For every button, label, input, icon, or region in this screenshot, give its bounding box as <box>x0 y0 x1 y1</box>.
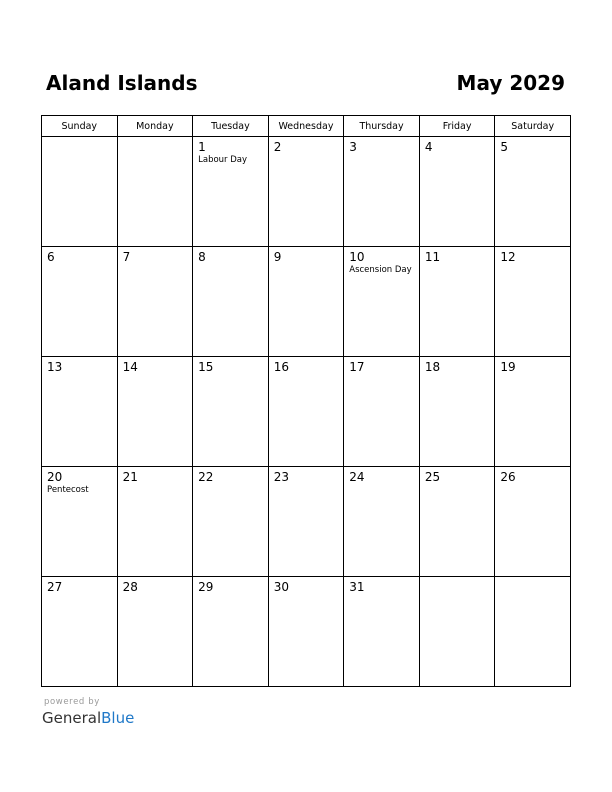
day-number: 25 <box>424 470 441 484</box>
day-number: 20 <box>47 470 63 484</box>
day-number: 10 <box>349 250 365 264</box>
day-number: 16 <box>273 360 289 374</box>
week-row <box>42 467 571 577</box>
day-cell <box>344 577 420 687</box>
weekday-header-row <box>42 116 571 137</box>
day-number: 23 <box>273 470 289 484</box>
day-number: 7 <box>122 250 131 264</box>
day-number: 1 <box>198 140 206 154</box>
day-cell <box>419 137 495 247</box>
day-cell <box>495 357 571 467</box>
holiday-label: Ascension Day <box>349 265 412 275</box>
weekday-header-sunday: Sunday <box>42 116 118 137</box>
day-cell <box>117 247 193 357</box>
day-number: 12 <box>500 250 516 264</box>
week-row <box>42 357 571 467</box>
day-number: 15 <box>198 360 214 374</box>
day-cell <box>117 577 193 687</box>
day-cell <box>419 467 495 577</box>
day-cell <box>193 467 269 577</box>
day-cell <box>344 137 420 247</box>
day-number: 30 <box>273 580 289 594</box>
day-cell <box>344 467 420 577</box>
day-cell <box>193 137 269 247</box>
day-number: 11 <box>424 250 441 264</box>
weekday-header-tuesday: Tuesday <box>193 116 269 137</box>
day-cell <box>193 577 269 687</box>
day-cell <box>268 577 344 687</box>
region-title: Aland Islands <box>46 71 198 95</box>
powered-by-text: powered by <box>44 697 100 707</box>
day-cell <box>42 357 118 467</box>
day-cell <box>419 357 495 467</box>
day-number: 28 <box>122 580 138 594</box>
day-cell <box>268 137 344 247</box>
day-cell <box>344 247 420 357</box>
brand-blue-text: Blue <box>101 709 135 727</box>
day-number: 2 <box>273 140 282 154</box>
day-number: 9 <box>273 250 282 264</box>
week-row <box>42 137 571 247</box>
day-number: 19 <box>500 360 516 374</box>
generalblue-logo[interactable] <box>42 708 134 728</box>
day-cell <box>344 357 420 467</box>
month-year-title: May 2029 <box>456 71 565 95</box>
day-cell <box>419 577 495 687</box>
week-row <box>42 577 571 687</box>
day-cell <box>193 357 269 467</box>
weekday-header-monday: Monday <box>117 116 193 137</box>
day-number: 14 <box>122 360 138 374</box>
calendar-grid <box>41 115 571 687</box>
day-number: 18 <box>424 360 441 374</box>
day-number: 22 <box>198 470 214 484</box>
day-cell <box>42 467 118 577</box>
week-row <box>42 247 571 357</box>
day-number: 17 <box>349 360 365 374</box>
day-cell <box>495 247 571 357</box>
day-number: 13 <box>47 360 63 374</box>
weekday-header-thursday: Thursday <box>344 116 420 137</box>
brand-general-text: General <box>42 709 102 727</box>
day-cell <box>419 247 495 357</box>
holiday-label: Labour Day <box>198 155 248 165</box>
day-number: 5 <box>500 140 509 154</box>
day-cell <box>42 577 118 687</box>
day-cell <box>268 357 344 467</box>
day-cell <box>42 247 118 357</box>
day-number: 24 <box>349 470 365 484</box>
day-number: 8 <box>198 250 206 264</box>
day-cell <box>42 137 118 247</box>
day-number: 27 <box>47 580 63 594</box>
day-cell <box>495 467 571 577</box>
day-number: 3 <box>349 140 357 154</box>
day-number: 26 <box>500 470 516 484</box>
day-number: 4 <box>424 140 433 154</box>
weekday-header-friday: Friday <box>419 116 495 137</box>
day-number: 21 <box>122 470 138 484</box>
day-cell <box>117 137 193 247</box>
day-number: 31 <box>349 580 365 594</box>
day-cell <box>268 467 344 577</box>
day-cell <box>193 247 269 357</box>
day-number: 6 <box>47 250 55 264</box>
holiday-label: Pentecost <box>47 485 89 495</box>
weekday-header-wednesday: Wednesday <box>268 116 344 137</box>
day-cell <box>268 247 344 357</box>
day-cell <box>495 577 571 687</box>
day-cell <box>495 137 571 247</box>
day-cell <box>117 467 193 577</box>
day-number: 29 <box>198 580 214 594</box>
day-cell <box>117 357 193 467</box>
weekday-header-saturday: Saturday <box>495 116 571 137</box>
